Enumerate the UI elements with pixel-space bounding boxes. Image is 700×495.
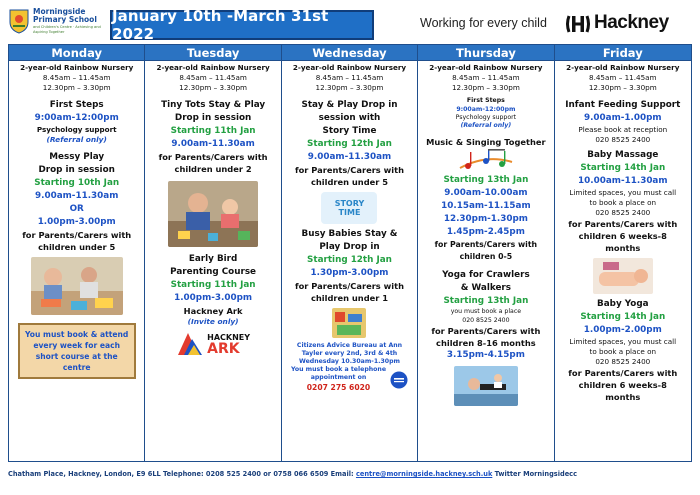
footer-email-link[interactable]: centre@morningside.hackney.sch.uk (355, 470, 493, 478)
hackney-ark-logo (176, 331, 250, 357)
nursery-time-am: 8.45am – 11.45am (42, 73, 111, 82)
yoga-crawlers-age: children 8-16 months (436, 338, 536, 348)
day-header-monday: Monday (9, 45, 144, 61)
infant-feeding-time: 9.00am-1.00pm (583, 113, 662, 123)
music-audience: for Parents/Carers with children 0-5 (434, 240, 538, 261)
page-title: January 10th -March 31st 2022 (112, 7, 329, 43)
citizens-advice-line3: Wednesday 10.30am-1.30pm (298, 358, 400, 365)
day-header-thursday: Thursday (418, 45, 553, 61)
nursery-title: 2-year-old Rainbow Nursery (566, 63, 680, 72)
messy-play-start: Starting 10th Jan (34, 178, 120, 188)
baby-yoga-info: Limited spaces, you must call (569, 337, 677, 346)
column-thursday (418, 45, 554, 461)
yoga-crawlers-time: 3.15pm-4.15pm (446, 350, 525, 360)
baby-massage-photo (593, 258, 653, 294)
baby-massage-start: Starting 14th Jan (580, 163, 666, 173)
music-time-4: 1.45pm-2.45pm (446, 227, 525, 237)
messy-play-title: Messy Play (49, 152, 105, 162)
baby-yoga-time: 1.00pm-2.00pm (583, 325, 662, 335)
early-bird-start: Starting 11th Jan (170, 280, 256, 290)
school-badge-icon (8, 8, 30, 34)
day-header-friday: Friday (555, 45, 691, 61)
column-wednesday (282, 45, 418, 461)
music-title: Music & Singing Together (426, 137, 546, 147)
day-header-wednesday: Wednesday (282, 45, 417, 61)
baby-massage-phone: 020 8525 2400 (595, 208, 651, 217)
footer-twitter: Twitter Morningsidecc (494, 470, 577, 478)
story-time-title: Stay & Play Drop in (301, 100, 398, 110)
baby-yoga-info2: to book a place on (589, 347, 657, 356)
baby-massage-audience: for Parents/Carers with (568, 219, 678, 229)
nursery-time-pm: 12.30pm – 3.30pm (179, 83, 248, 92)
early-bird-time: 1.00pm-3.00pm (174, 293, 253, 303)
council-tagline: Working for every child (420, 16, 547, 30)
yoga-crawlers-audience: for Parents/Carers with (431, 326, 541, 336)
music-start: Starting 13th Jan (443, 175, 529, 185)
messy-play-subtitle: Drop in session (38, 165, 115, 175)
story-time-subtitle: session with (318, 113, 381, 123)
nursery-time-am: 8.45am – 11.45am (452, 73, 520, 82)
weekly-timetable (8, 44, 692, 462)
citizens-advice-line1: Citizens Advice Bureau at Ann (296, 342, 403, 349)
citizens-advice-phone: 0207 275 6020 (306, 383, 371, 392)
busy-babies-age: children under 1 (310, 293, 389, 303)
nursery-time-am: 8.45am – 11.45am (315, 73, 384, 82)
baby-massage-time: 10.00am-11.30am (578, 176, 668, 186)
baby-massage-title: Baby Massage (587, 150, 659, 160)
busy-babies-photo (332, 308, 366, 338)
first-steps-desc: Psychology support (455, 113, 517, 121)
tiny-tots-start: Starting 11th Jan (170, 126, 256, 136)
music-notes-icon (456, 148, 516, 174)
nursery-time-am: 8.45am – 11.45am (179, 73, 247, 82)
baby-massage-age: children 6 weeks-8 (578, 231, 667, 241)
first-steps-time: 9:00am-12:00pm (34, 113, 119, 123)
baby-yoga-title: Baby Yoga (597, 299, 649, 309)
baby-massage-age2: months (605, 243, 641, 253)
school-logo (8, 6, 108, 36)
early-bird-title: Early Bird (188, 254, 238, 264)
nursery-title: 2-year-old Rainbow Nursery (292, 63, 407, 72)
tiny-tots-age: children under 2 (174, 164, 252, 174)
title-banner (110, 7, 374, 43)
nursery-time-am: 8.45am – 11.45am (589, 73, 657, 82)
nursery-time-pm: 12.30pm – 3.30pm (451, 83, 520, 92)
column-monday (9, 45, 145, 461)
first-steps-time: 9:00am-12:00pm (456, 105, 516, 113)
story-time-logo (321, 192, 377, 224)
baby-yoga-phone: 020 8525 2400 (595, 357, 651, 366)
early-bird-subtitle: Parenting Course (170, 267, 257, 277)
nursery-time-pm: 12.30pm – 3.30pm (315, 83, 384, 92)
school-name: Morningside Primary School (33, 7, 97, 24)
yoga-crawlers-start: Starting 13th Jan (443, 296, 529, 306)
tiny-tots-audience: for Parents/Carers with (158, 152, 268, 162)
messy-play-age: children under 5 (38, 242, 116, 252)
baby-yoga-audience: for Parents/Carers with (568, 368, 678, 378)
tiny-tots-subtitle: Drop in session (174, 113, 252, 123)
first-steps-title: First Steps (466, 97, 505, 104)
baby-yoga-age2: months (605, 392, 641, 402)
nursery-title: 2-year-old Rainbow Nursery (20, 63, 134, 72)
baby-massage-info2: to book a place on (589, 198, 657, 207)
messy-play-time-pm: 1.00pm-3.00pm (37, 217, 116, 227)
yoga-crawlers-booking: you must book a place (450, 308, 522, 315)
ark-logo-line2: ARK (207, 340, 240, 357)
contact-footer (8, 470, 692, 478)
hackney-logo (566, 12, 690, 38)
music-time-1: 9.00am-10.00am (444, 188, 528, 198)
messy-play-photo (31, 257, 123, 315)
tiny-tots-photo (168, 181, 258, 247)
yoga-photo (454, 366, 518, 406)
booking-note: You must book & attend every week for each short course at the centre (18, 323, 136, 379)
baby-massage-info: Limited spaces, you must call (569, 188, 677, 197)
infant-feeding-booking: Please book at reception (578, 125, 668, 134)
yoga-crawlers-title: Yoga for Crawlers (442, 270, 530, 280)
yoga-crawlers-phone: 020 8525 2400 (462, 316, 510, 324)
day-header-tuesday: Tuesday (145, 45, 280, 61)
first-steps-title: First Steps (49, 100, 104, 110)
column-friday (555, 45, 691, 461)
story-time-time: 9.00am-11.30am (307, 152, 392, 162)
footer-address: Chatham Place, Hackney, London, E9 6LL Telephone: 0208 525 2400 or 0758 066 6509 Email: (8, 470, 354, 478)
school-tagline: and Children's Centre · Achieving and Aspiring Together (33, 25, 101, 34)
column-tuesday (145, 45, 281, 461)
nursery-time-pm: 12.30pm – 3.30pm (588, 83, 657, 92)
ark-icon (176, 331, 204, 357)
citizens-advice-line4: You must book a telephone (290, 366, 387, 373)
nursery-time-pm: 12.30pm – 3.30pm (42, 83, 111, 92)
first-steps-note: (Referral only) (46, 135, 107, 144)
citizens-advice-line2: Tayler every 2nd, 3rd & 4th (301, 350, 398, 357)
hackney-mark-icon (566, 12, 590, 36)
story-time-logo-text: STORY TIME (334, 199, 365, 217)
nursery-title: 2-year-old Rainbow Nursery (156, 63, 270, 72)
busy-babies-time: 1.30pm-3.00pm (310, 268, 389, 278)
story-time-audience: for Parents/Carers with (294, 165, 404, 175)
infant-feeding-phone: 020 8525 2400 (595, 135, 651, 144)
citizens-advice-line5: appointment on (310, 374, 367, 381)
music-time-3: 12.30pm-1.30pm (443, 214, 528, 224)
music-time-2: 10.15am-11.15am (441, 201, 531, 211)
citizens-advice-icon (390, 371, 408, 389)
baby-yoga-age: children 6 weeks-8 (578, 380, 667, 390)
nursery-title: 2-year-old Rainbow Nursery (429, 63, 543, 72)
tiny-tots-time: 9.00am-11.30am (171, 139, 255, 149)
busy-babies-title: Busy Babies Stay & (301, 229, 398, 239)
yoga-crawlers-subtitle: & Walkers (460, 283, 511, 293)
busy-babies-audience: for Parents/Carers with (294, 281, 404, 291)
story-time-age: children under 5 (310, 177, 389, 187)
first-steps-desc: Psychology support (36, 125, 117, 134)
messy-play-or: OR (69, 204, 84, 214)
story-time-start: Starting 12th Jan (307, 139, 392, 149)
story-time-subtitle2: Story Time (322, 126, 377, 136)
early-bird-venue: Hackney Ark (183, 306, 243, 316)
first-steps-note: (Referral only) (460, 122, 512, 129)
hackney-wordmark: Hackney (594, 12, 669, 33)
messy-play-time-am: 9.00am-11.30am (35, 191, 119, 201)
messy-play-audience: for Parents/Carers with (22, 230, 132, 240)
infant-feeding-title: Infant Feeding Support (565, 100, 681, 110)
busy-babies-start: Starting 12th Jan (307, 255, 392, 265)
ark-logo-line1: HACKNEY (207, 332, 251, 342)
baby-yoga-start: Starting 14th Jan (580, 312, 666, 322)
tiny-tots-title: Tiny Tots Stay & Play (161, 100, 266, 110)
busy-babies-subtitle: Play Drop in (319, 242, 380, 252)
early-bird-note: (Invite only) (187, 317, 239, 326)
